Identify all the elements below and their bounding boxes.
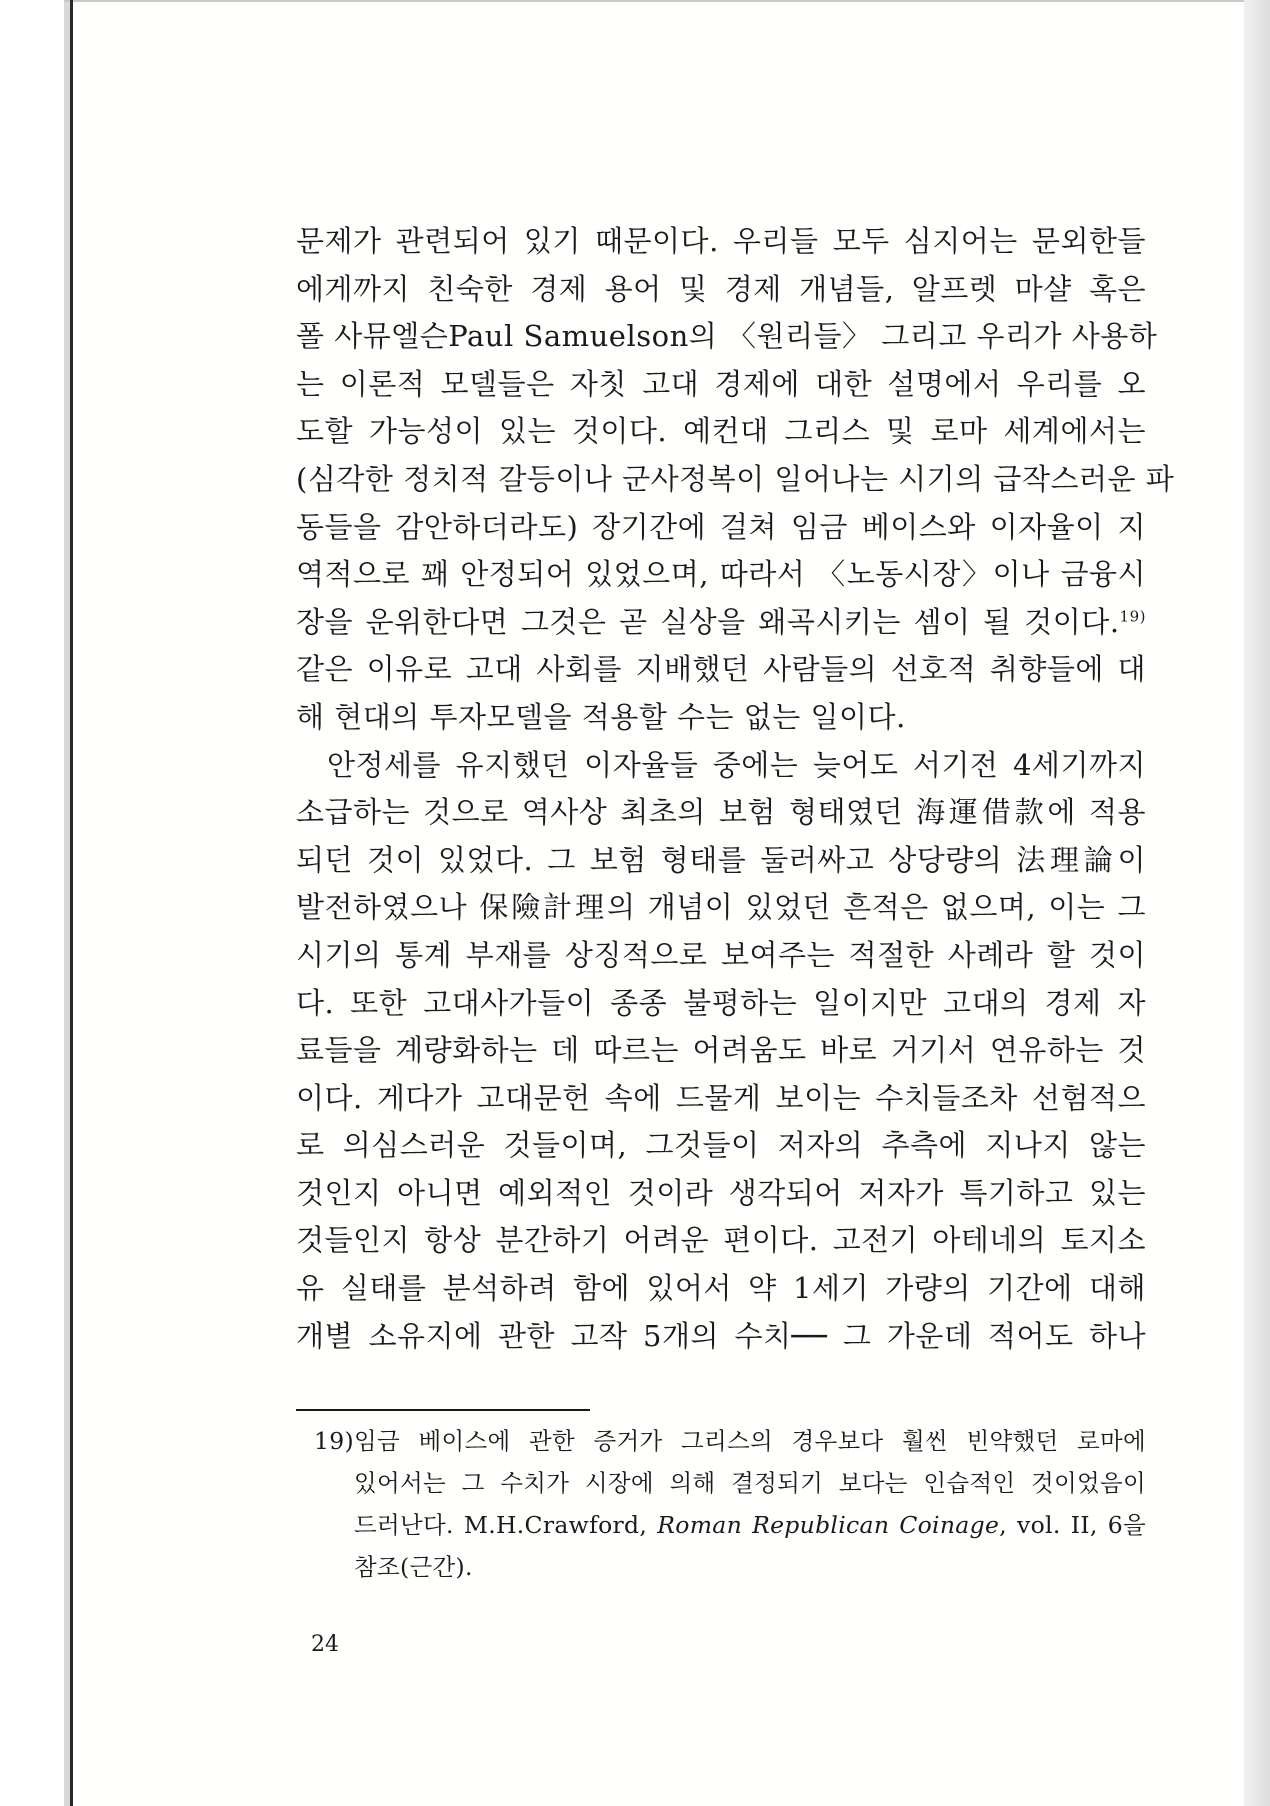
text-line: 시기의 통계 부재를 상징적으로 보여주는 적절한 사례라 할 것이 xyxy=(296,937,1146,972)
footnote-marker: 19) xyxy=(1119,607,1146,626)
text-line: 장을 운위한다면 그것은 곧 실상을 왜곡시키는 셈이 될 것이다. xyxy=(296,604,1120,639)
text-line: 같은 이유로 고대 사회를 지배했던 사람들의 선호적 취향들에 대 xyxy=(296,652,1146,687)
text-line: 도할 가능성이 있는 것이다. 예컨대 그리스 및 로마 세계에서는 xyxy=(296,414,1146,449)
footnote-divider xyxy=(296,1409,590,1411)
text-line: 개별 소유지에 관한 고작 5개의 수치── 그 가운데 적어도 하나 xyxy=(296,1318,1146,1353)
main-text xyxy=(296,218,1175,1360)
footnote-19 xyxy=(314,1420,1146,1588)
footnote-line: 있어서는 그 수치가 시장에 의해 결정되기 보다는 인습적인 것이었음이 xyxy=(354,1469,1146,1497)
footnote-text: 드러난다. M.H.Crawford, xyxy=(354,1511,658,1539)
text-line: 역적으로 꽤 안정되어 있었으며, 따라서 〈노동시장〉이나 금융시 xyxy=(296,557,1146,592)
text-line: 것인지 아니면 예외적인 것이라 생각되어 저자가 특기하고 있는 xyxy=(296,1175,1146,1210)
text-line: 해 현대의 투자모델을 적용할 수는 없는 일이다. xyxy=(296,699,906,734)
text-line: 는 이론적 모델들은 자칫 고대 경제에 대한 설명에서 우리를 오 xyxy=(296,366,1146,401)
text-line: 에게까지 친숙한 경제 용어 및 경제 개념들, 알프렛 마샬 혹은 xyxy=(296,271,1146,306)
text-line: (심각한 정치적 갈등이나 군사정복이 일어나는 시기의 급작스러운 파 xyxy=(296,461,1175,496)
footnote-line: 참조(근간). xyxy=(354,1553,473,1581)
footnote-line xyxy=(314,1504,1146,1546)
book-title: Roman Republican Coinage xyxy=(657,1511,1000,1539)
footnote-line xyxy=(314,1420,1146,1462)
text-line: 료들을 계량화하는 데 따르는 어려움도 바로 거기서 연유하는 것 xyxy=(296,1033,1146,1068)
left-page-border xyxy=(70,0,73,1806)
text-line: 다. 또한 고대사가들이 종종 불평하는 일이지만 고대의 경제 자 xyxy=(296,985,1146,1020)
text-line: 문제가 관련되어 있기 때문이다. 우리들 모두 심지어는 문외한들 xyxy=(296,224,1146,258)
text-line: 안정세를 유지했던 이자율들 중에는 늦어도 서기전 4세기까지 xyxy=(327,747,1146,782)
text-line: 소급하는 것으로 역사상 최초의 보험 형태였던 海運借款에 적용 xyxy=(296,795,1146,830)
text-line: 폴 사뮤엘슨Paul Samuelson의 〈원리들〉 그리고 우리가 사용하 xyxy=(296,319,1158,354)
text-line: 유 실태를 분석하려 함에 있어서 약 1세기 가량의 기간에 대해 xyxy=(296,1271,1146,1306)
page-number: 24 xyxy=(311,1632,339,1657)
footnote-text: 임금 베이스에 관한 증거가 그리스의 경우보다 훨씬 빈약했던 로마에 xyxy=(354,1427,1146,1455)
footnote-number: 19) xyxy=(314,1427,354,1455)
text-line: 것들인지 항상 분간하기 어려운 편이다. 고전기 아테네의 토지소 xyxy=(296,1223,1146,1258)
text-line: 발전하였으나 保險計理의 개념이 있었던 흔적은 없으며, 이는 그 xyxy=(296,890,1146,925)
text-line: 이다. 게다가 고대문헌 속에 드물게 보이는 수치들조차 선험적으 xyxy=(296,1080,1146,1115)
right-page-edge xyxy=(1244,0,1270,1806)
footnote-text: , vol. II, 6을 xyxy=(999,1511,1146,1539)
text-line-with-footnote xyxy=(296,599,1146,647)
text-line: 동들을 감안하더라도) 장기간에 걸쳐 임금 베이스와 이자율이 지 xyxy=(296,509,1146,544)
text-line: 되던 것이 있었다. 그 보험 형태를 둘러싸고 상당량의 法理論이 xyxy=(296,842,1146,877)
text-line: 로 의심스러운 것들이며, 그것들이 저자의 추측에 지나지 않는 xyxy=(296,1128,1146,1163)
